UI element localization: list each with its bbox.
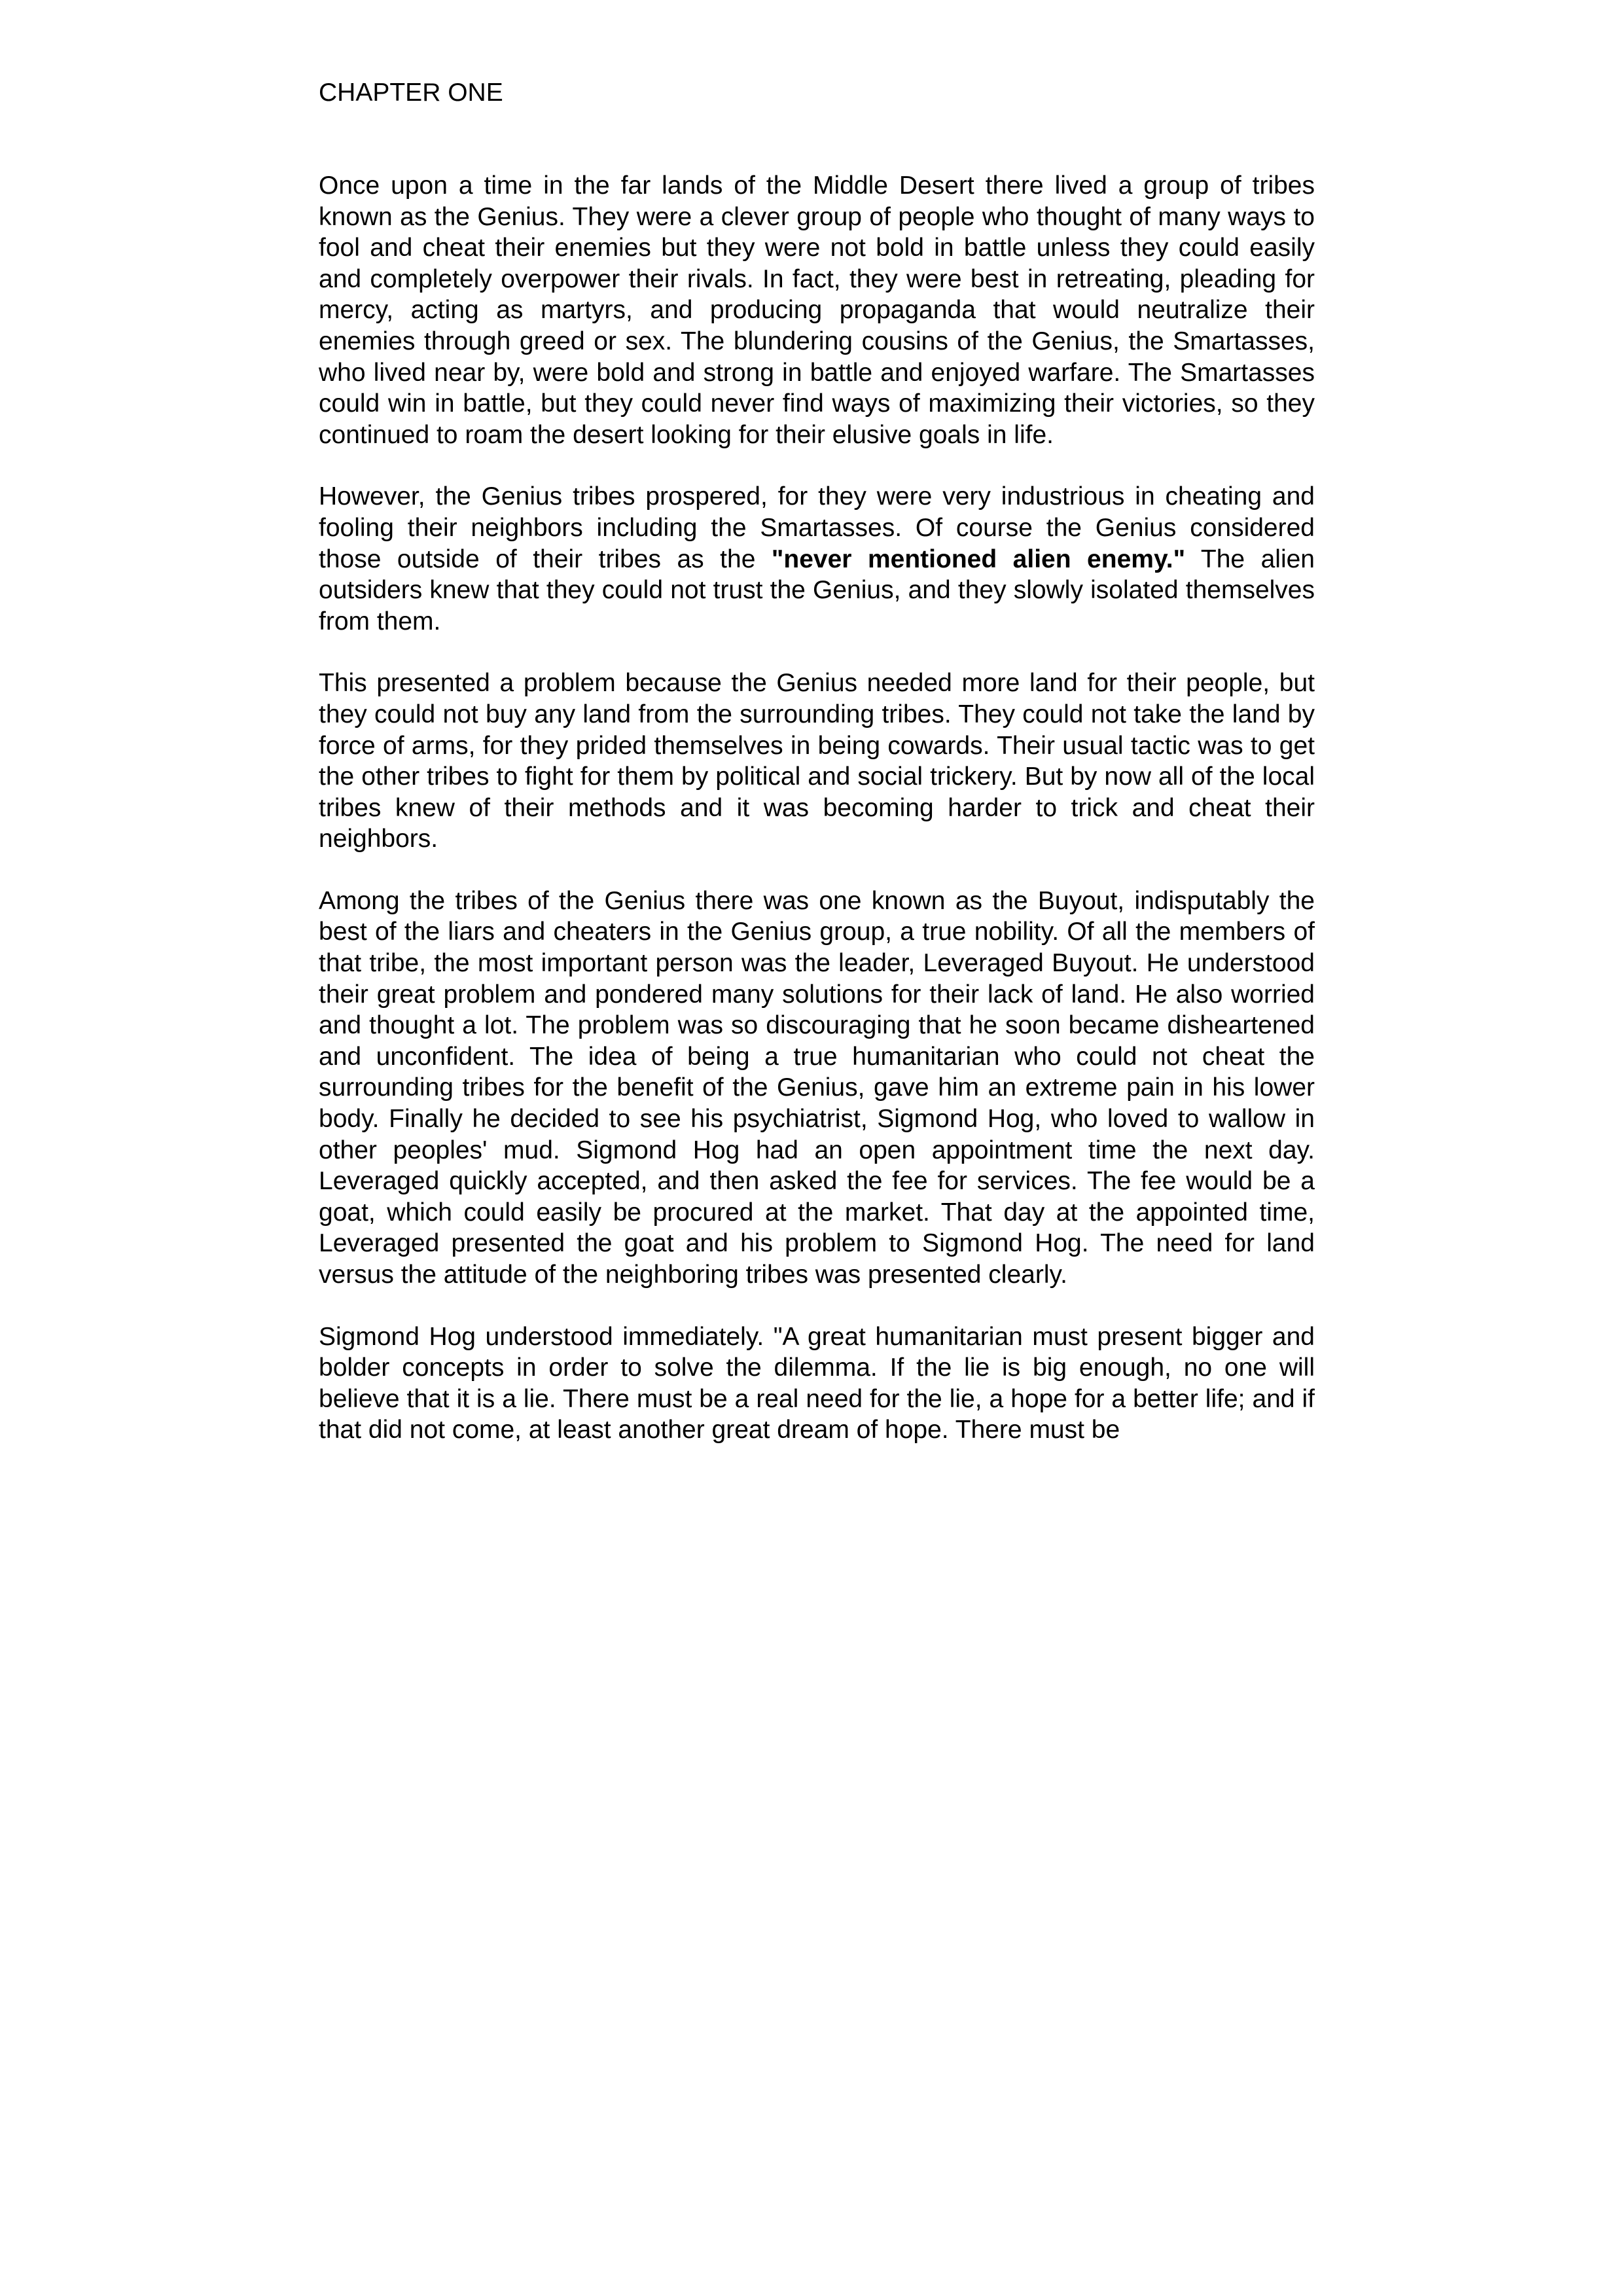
paragraph-2-bold-phrase: "never mentioned alien enemy.": [771, 545, 1186, 573]
paragraph-4: Among the tribes of the Genius there was one known as the Buyout, indisputably the best of the liars and cheaters in the Genius group, a true nobility. Of all the members of that tribe, the most important person was the leader, Leveraged Buyout. He understood their great problem and pondered many solutions for their lack of land. He also worried and thought a lot. The problem was so discouraging that he soon became disheartened and unconfident. The idea of being a true humanitarian who could not cheat the surrounding tribes for the benefit of the Genius, gave him an extreme pain in his lower body. Finally he decided to see his psychiatrist, Sigmond Hog, who loved to wallow in other peoples' mud. Sigmond Hog had an open appointment time the next day. Leveraged quickly accepted, and then asked the fee for services. The fee would be a goat, which could easily be procured at the market. That day at the appointed time, Leveraged presented the goat and his problem to Sigmond Hog. The need for land versus the attitude of the neighboring tribes was presented clearly.: [319, 886, 1315, 1289]
chapter-body: [319, 170, 1315, 1446]
paragraph-5: Sigmond Hog understood immediately. "A great humanitarian must present bigger and bolder concepts in order to solve the dilemma. If the lie is big enough, no one will believe that it is a lie. There must be a real need for the lie, a hope for a better life; and if that did not come, at least another great dream of hope. There must be: [319, 1322, 1315, 1444]
paragraph-1: Once upon a time in the far lands of the Middle Desert there lived a group of tribes known as the Genius. They were a clever group of people who thought of many ways to fool and cheat their enemies but they were not bold in battle unless they could easily and completely overpower their rivals. In fact, they were best in retreating, pleading for mercy, acting as martyrs, and producing propaganda that would neutralize their enemies through greed or sex. The blundering cousins of the Genius, the Smartasses, who lived near by, were bold and strong in battle and enjoyed warfare. The Smartasses could win in battle, but they could never find ways of maximizing their victories, so they continued to roam the desert looking for their elusive goals in life.: [319, 171, 1315, 449]
paragraph-2: [319, 481, 1315, 637]
chapter-heading: CHAPTER ONE: [319, 79, 503, 107]
paragraph-2-text-after: The alien outsiders knew that they could not trust the Genius, and they slowly isolated themselves from them.: [319, 545, 1315, 636]
paragraph-2-text-before: However, the Genius tribes prospered, for they were very industrious in cheating and fooling their neighbors including the Smartasses. Of course the Genius considered those outside of their tribes as the: [319, 482, 1315, 573]
paragraph-3: This presented a problem because the Genius needed more land for their people, but they could not buy any land from the surrounding tribes. They could not take the land by force of arms, for they prided themselves in being cowards. Their usual tactic was to get the other tribes to fight for them by political and social trickery. But by now all of the local tribes knew of their methods and it was becoming harder to trick and cheat their neighbors.: [319, 669, 1315, 853]
